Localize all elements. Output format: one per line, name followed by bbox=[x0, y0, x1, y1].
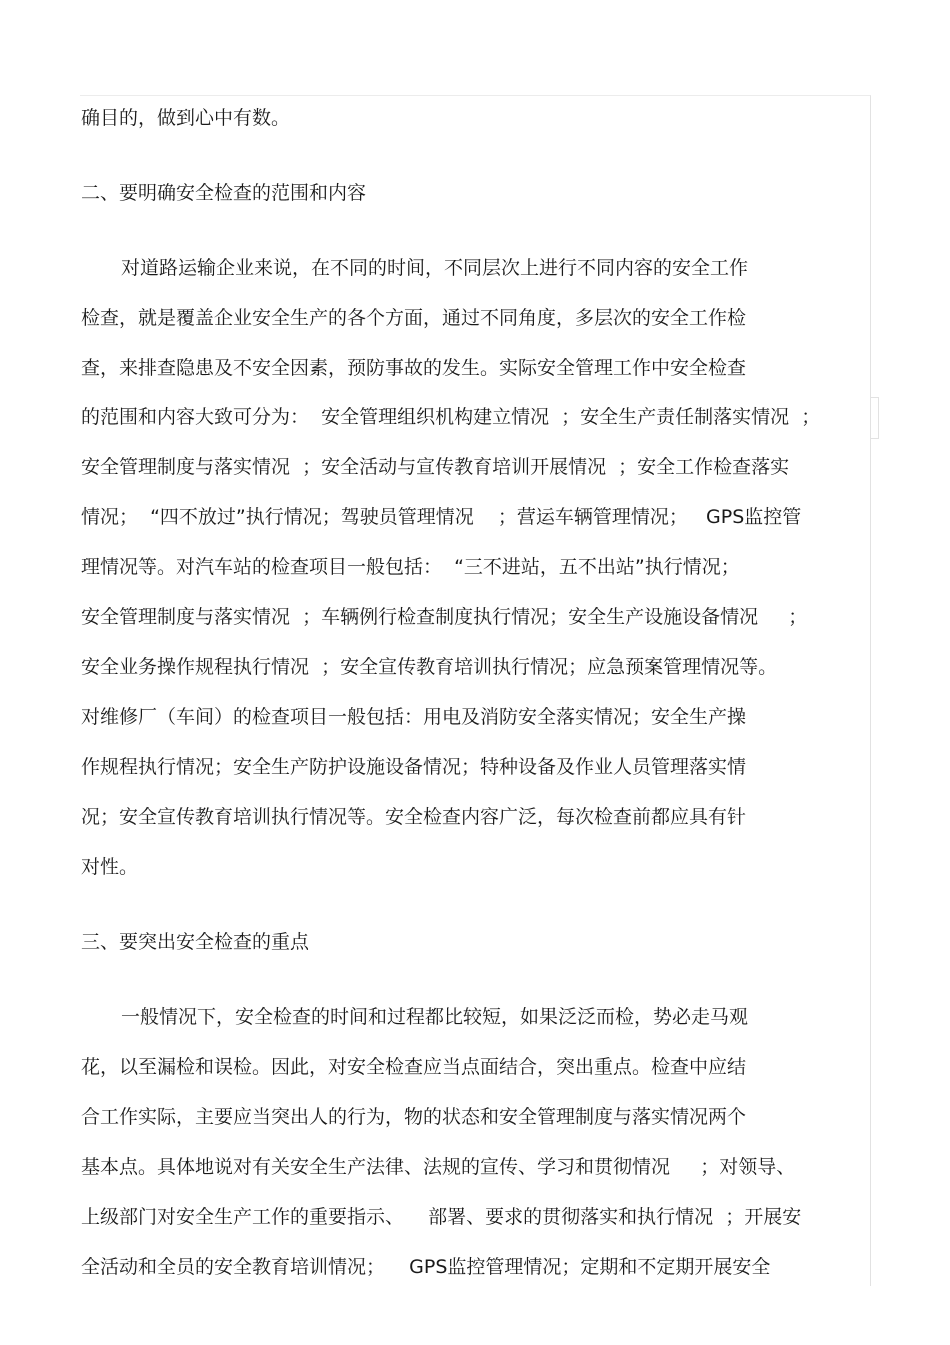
text-line: 对道路运输企业来说，在不同的时间，不同层次上进行不同内容的安全工作 bbox=[121, 257, 749, 279]
text-line: 一般情况下，安全检查的时间和过程都比较短，如果泛泛而检，势必走马观 bbox=[121, 1006, 749, 1028]
text-line: 全活动和全员的安全教育培训情况； GPS监控管理情况；定期和不定期开展安全 bbox=[81, 1256, 771, 1278]
text-line: 确目的，做到心中有数。 bbox=[81, 107, 291, 129]
text-line: 对性。 bbox=[81, 856, 139, 878]
text-line: 安全业务操作规程执行情况 ；安全宣传教育培训执行情况；应急预案管理情况等。 bbox=[81, 656, 778, 678]
text-line: 安全管理制度与落实情况 ；安全活动与宣传教育培训开展情况 ；安全工作检查落实 bbox=[81, 456, 790, 478]
text-line: 检查，就是覆盖企业安全生产的各个方面，通过不同角度，多层次的安全工作检 bbox=[81, 307, 747, 329]
page-edge-mark bbox=[870, 397, 879, 439]
text-line: 上级部门对安全生产工作的重要指示、 部署、要求的贯彻落实和执行情况 ；开展安 bbox=[81, 1206, 802, 1228]
text-line: 安全管理制度与落实情况 ；车辆例行检查制度执行情况；安全生产设施设备情况 ； bbox=[81, 606, 808, 628]
section-heading-2: 二、要明确安全检查的范围和内容 bbox=[81, 182, 367, 204]
text-line: 合工作实际，主要应当突出人的行为，物的状态和安全管理制度与落实情况两个 bbox=[81, 1106, 747, 1128]
text-line: 花，以至漏检和误检。因此，对安全检查应当点面结合，突出重点。检查中应结 bbox=[81, 1056, 747, 1078]
text-line: 情况； “四不放过”执行情况；驾驶员管理情况 ；营运车辆管理情况； GPS监控管 bbox=[81, 506, 802, 528]
text-line: 基本点。具体地说对有关安全生产法律、法规的宣传、学习和贯彻情况 ；对领导、 bbox=[81, 1156, 796, 1178]
text-line: 的范围和内容大致可分为： 安全管理组织机构建立情况 ；安全生产责任制落实情况 ； bbox=[81, 406, 821, 428]
text-line: 理情况等。对汽车站的检查项目一般包括： “三不进站，五不出站”执行情况； bbox=[81, 556, 740, 578]
text-line: 作规程执行情况；安全生产防护设施设备情况；特种设备及作业人员管理落实情 bbox=[81, 756, 747, 778]
section-heading-3: 三、要突出安全检查的重点 bbox=[81, 931, 310, 953]
text-line: 况；安全宣传教育培训执行情况等。安全检查内容广泛，每次检查前都应具有针 bbox=[81, 806, 747, 828]
text-line: 查，来排查隐患及不安全因素，预防事故的发生。实际安全管理工作中安全检查 bbox=[81, 357, 747, 379]
text-line: 对维修厂（车间）的检查项目一般包括：用电及消防安全落实情况；安全生产操 bbox=[81, 706, 747, 728]
